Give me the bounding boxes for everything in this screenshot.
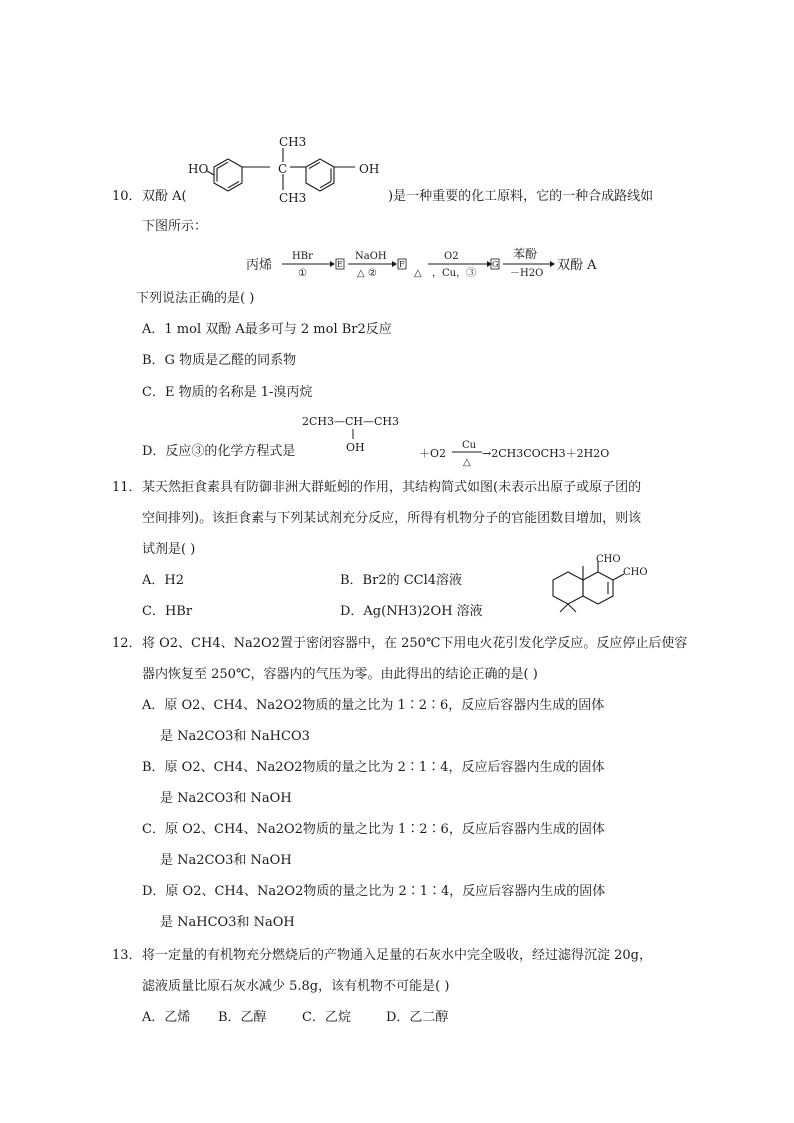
question-number: 10． — [112, 189, 142, 204]
route-step-label: ① — [298, 268, 307, 279]
option-d: D．原 O2、CH4、Na2O2物质的量之比为 2∶1∶4，反应后容器内生成的固体 — [142, 884, 606, 899]
route-step-label: ，Cu，③ — [432, 268, 477, 279]
equation-oh: OH — [346, 441, 365, 454]
stem-text: 将 O2、CH4、Na2O2置于密闭容器中，在 250℃下用电火花引发化学反应。反应停止后使容 — [142, 636, 688, 651]
option-d-cont: 是 NaHCO3和 NaOH — [160, 915, 295, 930]
option-a: A．1 mol 双酚 A最多可与 2 mol Br2反应 — [142, 322, 392, 337]
option-a-cont: 是 Na2CO3和 NaHCO3 — [160, 729, 310, 744]
route-product: G — [492, 260, 499, 269]
route-product: F — [399, 260, 405, 269]
option-c-cont: 是 Na2CO3和 NaOH — [160, 853, 292, 868]
stem-text: 将一定量的有机物充分燃烧后的产物通入足量的石灰水中完全吸收，经过滤得沉淀 20g， — [142, 948, 652, 963]
question-number: 12． — [112, 636, 142, 651]
option-b: B．乙醇 — [218, 1010, 267, 1025]
option-d: D．Ag(NH3)2OH 溶液 — [340, 604, 483, 619]
equation-heat: △ — [463, 457, 471, 468]
route-reagent: O2 — [444, 251, 459, 262]
route-reagent: 苯酚 — [513, 247, 538, 261]
option-b-cont: 是 Na2CO3和 NaOH — [160, 791, 292, 806]
stem-text: 某天然拒食素具有防御非洲大群蚯蚓的作用，其结构简式如图(未表示出原子或原子团的 — [142, 480, 642, 495]
option-b: B．原 O2、CH4、Na2O2物质的量之比为 2∶1∶4，反应后容器内生成的固体 — [142, 760, 605, 775]
equation-reactant: 2CH3—CH—CH3 — [302, 415, 400, 428]
ho-label: HO — [188, 162, 209, 176]
oh-label: OH — [359, 162, 380, 176]
question-number: 13． — [112, 948, 142, 963]
ch3-top: CH3 — [279, 135, 307, 149]
option-c: C．乙烷 — [302, 1010, 351, 1025]
stem-text: 滤液质量比原石灰水减少 5.8g，该有机物不可能是( ) — [142, 979, 450, 994]
option-a: A．H2 — [142, 573, 184, 588]
option-d: D．反应③的化学方程式是 — [142, 444, 296, 459]
route-step-label: △ ② — [357, 268, 377, 279]
ch3-bottom: CH3 — [279, 191, 307, 205]
route-reagent: HBr — [292, 251, 313, 262]
route-end: 双酚 A — [557, 258, 597, 273]
central-carbon: C — [278, 162, 288, 176]
option-c: C．E 物质的名称是 1-溴丙烷 — [142, 385, 313, 400]
route-start: 丙烯 — [246, 258, 273, 273]
option-c: C．原 O2、CH4、Na2O2物质的量之比为 1∶2∶6，反应后容器内生成的固体 — [142, 822, 605, 837]
question-number: 11． — [112, 480, 142, 495]
stem-text: 器内恢复至 250℃，容器内的气压为零。由此得出的结论正确的是( ) — [142, 667, 538, 682]
stem-text: 双酚 A( — [142, 189, 187, 204]
option-a: A．乙烯 — [142, 1010, 191, 1025]
route-condition: △ — [414, 268, 422, 279]
option-a: A．原 O2、CH4、Na2O2物质的量之比为 1∶2∶6，反应后容器内生成的固体 — [142, 698, 605, 713]
question-prompt: 下列说法正确的是( ) — [136, 291, 255, 306]
cho-label: CHO — [596, 554, 621, 565]
route-product: E — [337, 260, 343, 269]
route-step-label: －H2O — [510, 268, 544, 279]
equation-plus-o2: ＋O2 — [419, 447, 447, 460]
option-b: B．Br2的 CCl4溶液 — [340, 573, 463, 588]
stem-text: )是一种重要的化工原料，它的一种合成路线如 — [388, 189, 654, 204]
route-reagent: NaOH — [355, 251, 387, 262]
cho-label: CHO — [623, 567, 648, 578]
stem-text: 下图所示： — [142, 219, 208, 234]
option-c: C．HBr — [142, 604, 193, 619]
stem-text: 空间排列)。该拒食素与下列某试剂充分反应，所得有机物分子的官能团数目增加，则该 — [142, 511, 642, 526]
option-d: D．乙二醇 — [386, 1010, 449, 1025]
option-b: B．G 物质是乙醛的同系物 — [142, 353, 297, 368]
equation-products: →2CH3COCH3＋2H2O — [482, 447, 610, 460]
equation-catalyst: Cu — [462, 440, 477, 451]
stem-text: 试剂是( ) — [142, 542, 196, 557]
